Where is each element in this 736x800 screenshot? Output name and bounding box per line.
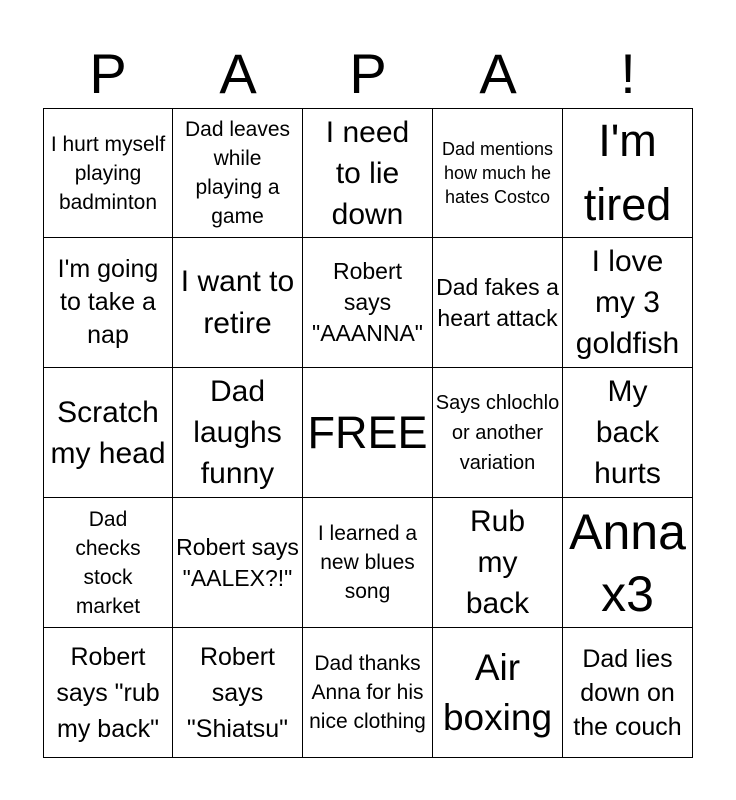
bingo-cell[interactable] bbox=[43, 368, 173, 498]
header-letter: P bbox=[349, 42, 387, 105]
cell-text: Dad checks stock market bbox=[75, 507, 141, 618]
bingo-cell[interactable] bbox=[563, 368, 693, 498]
bingo-cell[interactable] bbox=[43, 238, 173, 368]
cell-text: Dad mentions how much he hates Costco bbox=[441, 139, 554, 207]
bingo-cell[interactable] bbox=[433, 108, 563, 238]
bingo-cell[interactable] bbox=[303, 108, 433, 238]
bingo-cell[interactable] bbox=[303, 368, 433, 498]
cell-text: I'm going to take a nap bbox=[57, 255, 159, 349]
cell-text: I hurt myself playing badminton bbox=[50, 132, 166, 214]
cell-text: Robert says "Shiatsu" bbox=[186, 642, 289, 743]
cell-text: Robert says "AALEX?!" bbox=[176, 533, 299, 591]
bingo-cell[interactable] bbox=[433, 628, 563, 758]
cell-text: Says chlochlo or another variation bbox=[435, 391, 560, 474]
bingo-cell[interactable] bbox=[433, 238, 563, 368]
bingo-header bbox=[43, 40, 693, 108]
cell-text: Dad thanks Anna for his nice clothing bbox=[309, 652, 426, 733]
bingo-cell[interactable] bbox=[563, 108, 693, 238]
bingo-cell[interactable] bbox=[433, 498, 563, 628]
cell-text: Robert says "AAANNA" bbox=[312, 258, 423, 346]
cell-text: My back hurts bbox=[594, 375, 661, 490]
cell-text: I'm tired bbox=[583, 115, 672, 230]
header-letter: P bbox=[89, 42, 127, 105]
cell-text: I love my 3 goldfish bbox=[575, 245, 680, 360]
header-letter: A bbox=[219, 42, 257, 105]
bingo-cell[interactable] bbox=[303, 498, 433, 628]
cell-text: I want to retire bbox=[180, 264, 295, 340]
bingo-cell[interactable] bbox=[43, 108, 173, 238]
header-letter: A bbox=[479, 42, 517, 105]
cell-text: Dad fakes a heart attack bbox=[436, 273, 559, 331]
bingo-cell[interactable] bbox=[433, 368, 563, 498]
cell-text: FREE bbox=[307, 406, 428, 458]
header-letter: ! bbox=[620, 42, 636, 105]
bingo-cell[interactable] bbox=[303, 628, 433, 758]
bingo-cell[interactable] bbox=[563, 628, 693, 758]
bingo-cell[interactable] bbox=[173, 108, 303, 238]
cell-text: Dad laughs funny bbox=[193, 375, 282, 490]
cell-text: Robert says "rub my back" bbox=[56, 642, 160, 743]
cell-text: Rub my back bbox=[465, 505, 530, 620]
bingo-cell[interactable] bbox=[563, 498, 693, 628]
bingo-cell[interactable] bbox=[173, 368, 303, 498]
bingo-cell[interactable] bbox=[43, 628, 173, 758]
bingo-cell[interactable] bbox=[563, 238, 693, 368]
cell-text: I learned a new blues song bbox=[317, 522, 418, 603]
cell-text: Scratch my head bbox=[50, 395, 166, 470]
bingo-cell[interactable] bbox=[43, 498, 173, 628]
cell-text: Air boxing bbox=[442, 646, 553, 738]
bingo-cell[interactable] bbox=[303, 238, 433, 368]
bingo-cell[interactable] bbox=[173, 498, 303, 628]
bingo-cell[interactable] bbox=[173, 238, 303, 368]
bingo-board bbox=[43, 108, 693, 758]
cell-text: Anna x3 bbox=[569, 503, 686, 622]
cell-text: I need to lie down bbox=[325, 115, 410, 231]
bingo-cell[interactable] bbox=[173, 628, 303, 758]
cell-text: Dad lies down on the couch bbox=[573, 644, 682, 741]
cell-text: Dad leaves while playing a game bbox=[184, 118, 291, 228]
